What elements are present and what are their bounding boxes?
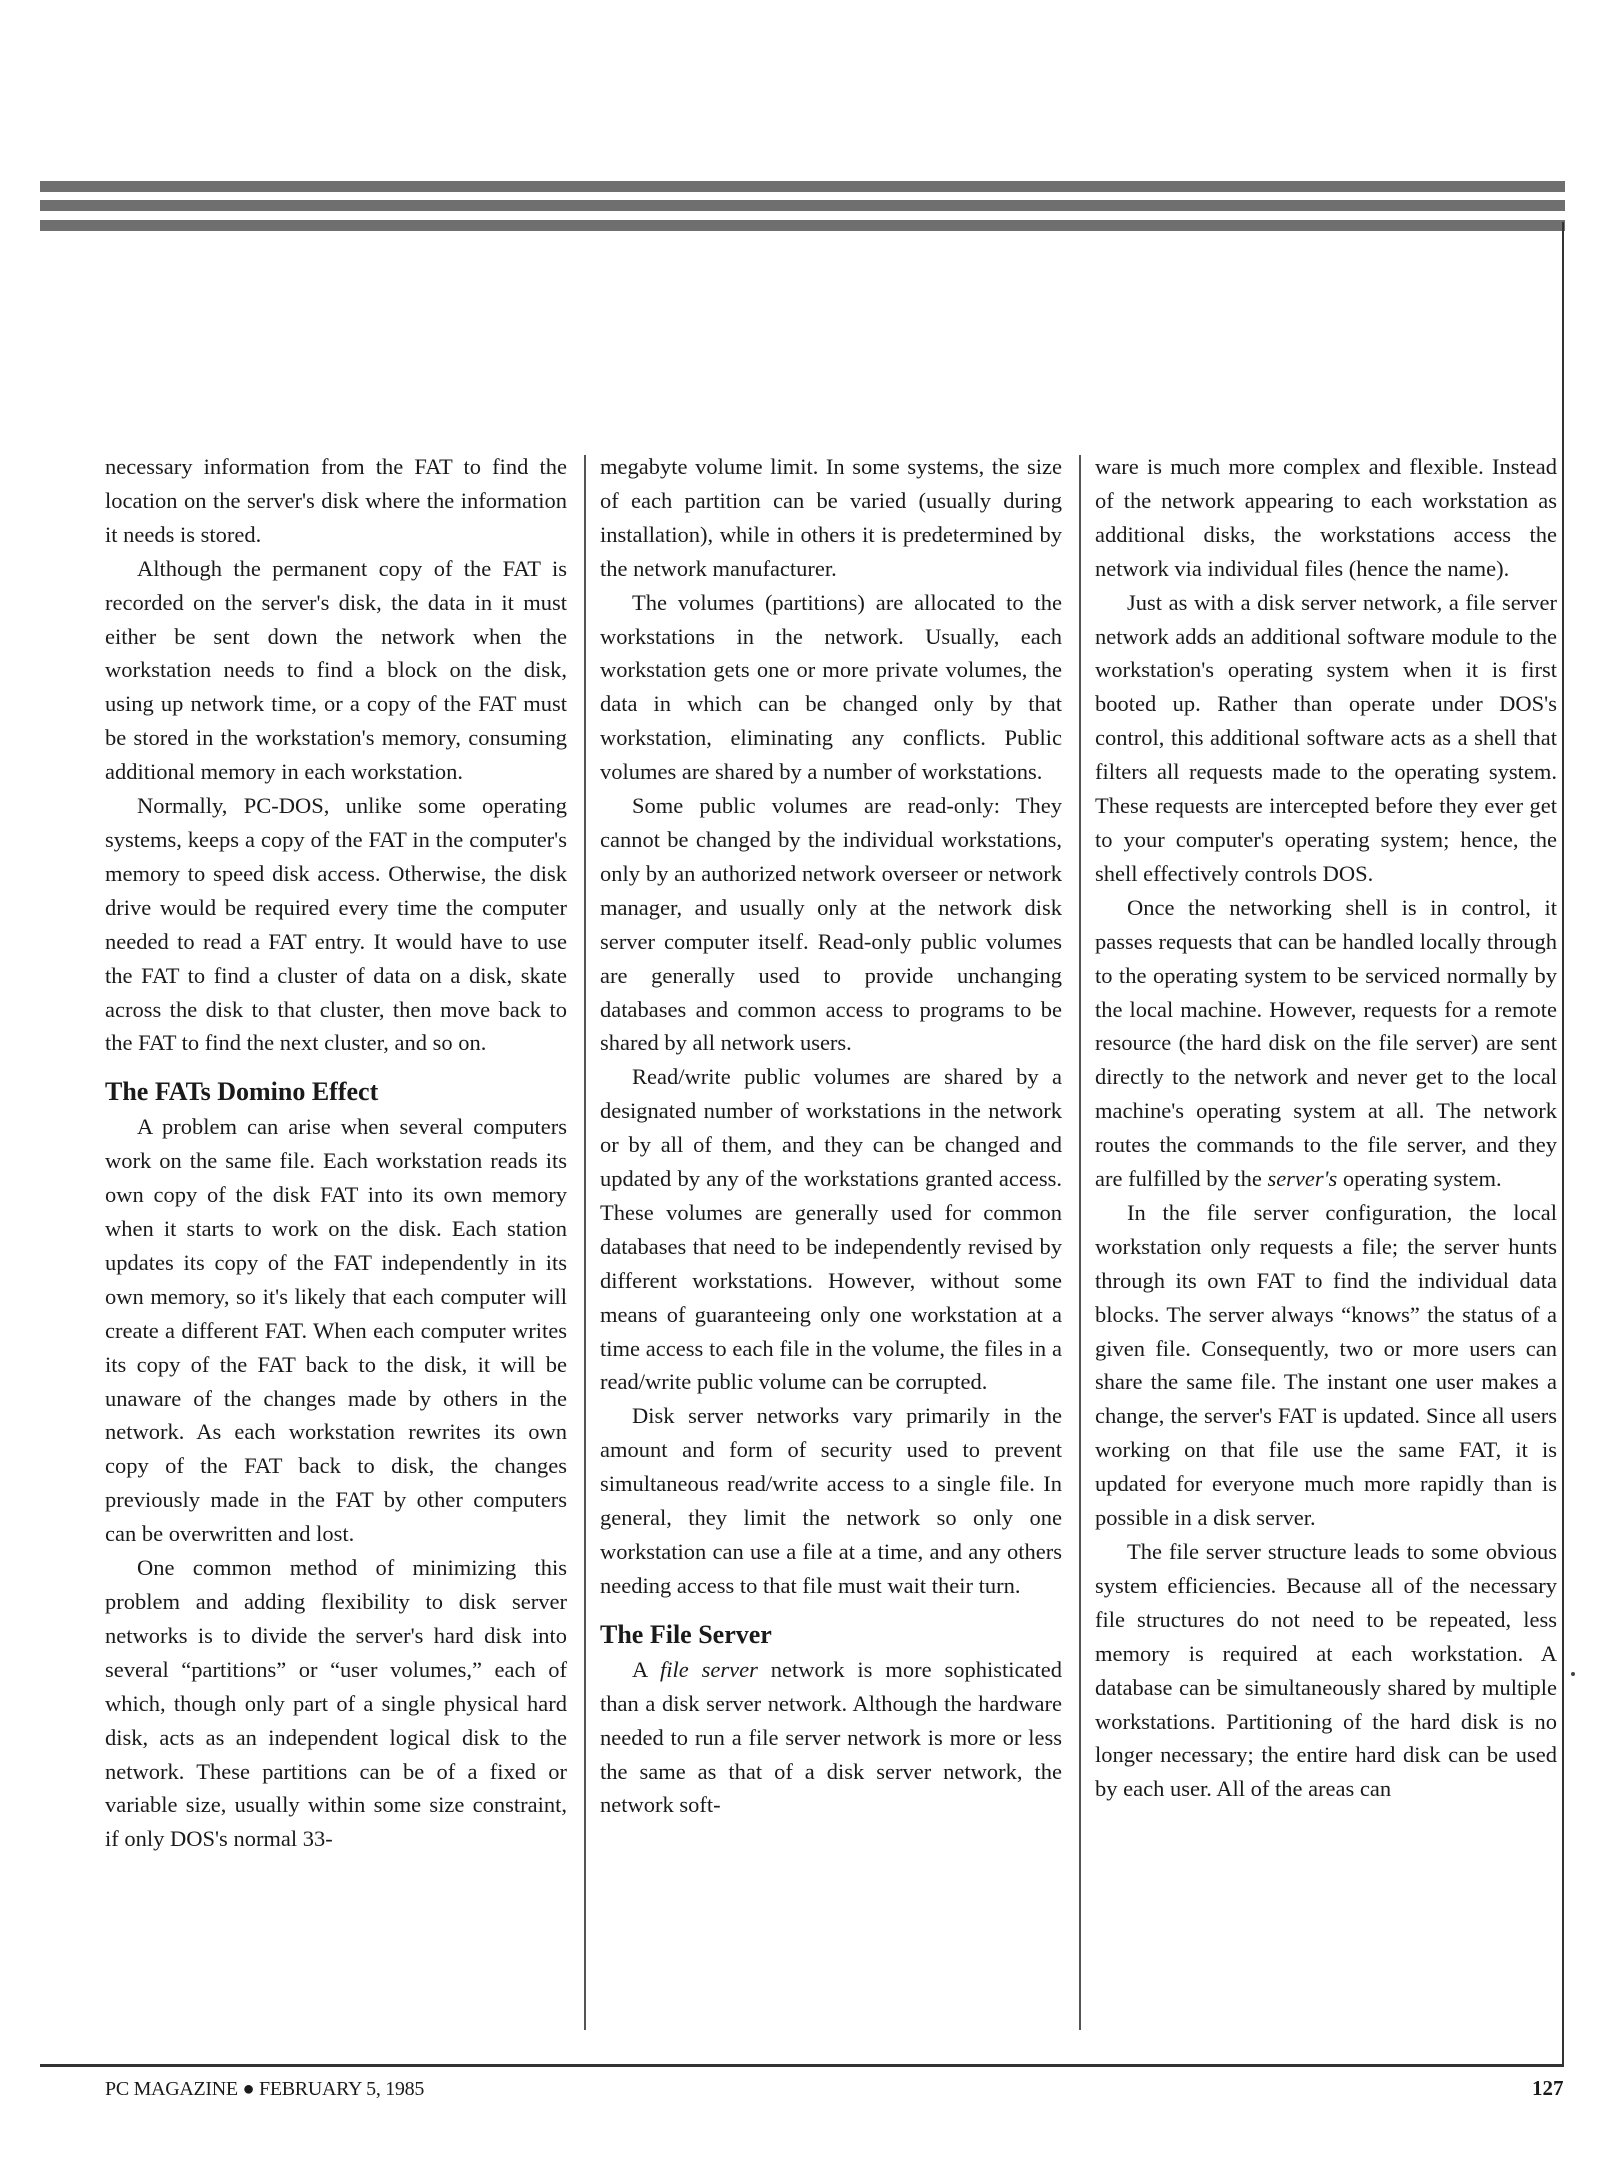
paragraph (1095, 1196, 1557, 1535)
text-run: network is more sophisticated than a disk server network. Although the hardware needed to run a file server network is more or less the same as that of a disk server network, the network soft- (600, 1656, 1062, 1818)
paragraph (1095, 450, 1557, 586)
text-run: Some public volumes are read-only: They cannot be changed by the individual workstations, only by an authorized network overseer or network manager, and usually only at the network disk server computer itself. Read-only public volumes are generally used to provide unchanging databases and common access to programs to be shared by all network users. (600, 793, 1062, 1056)
paragraph (600, 789, 1062, 1060)
column-divider (584, 455, 586, 2030)
paragraph (105, 789, 567, 1060)
italic-text: file server (659, 1656, 758, 1682)
paragraph (600, 586, 1062, 789)
text-run: operating system. (1337, 1166, 1502, 1192)
footer-publication: PC MAGAZINE ● FEBRUARY 5, 1985 (105, 2078, 425, 2100)
text-run: Just as with a disk server network, a file server network adds an additional software module to the workstation's operating system when it is first booted up. Rather than operate under DOS's control, this additional software acts as a shell that filters all requests made to the operating system. These requests are intercepted before they ever get to your computer's operating system; hence, the shell effectively controls DOS. (1095, 589, 1557, 886)
text-run: One common method of minimizing this problem and adding flexibility to disk server networks is to divide the server's hard disk into several “partitions” or “user volumes,” each of which, though only part of a single physical hard disk, acts as an independent logical disk to the network. These partitions can be of a fixed or variable size, usually within some size constraint, if only DOS's normal 33- (105, 1555, 567, 1852)
text-run: ware is much more complex and flexible. Instead of the network appearing to each workstation as additional disks, the workstations access the network via individual files (hence the name). (1095, 454, 1557, 581)
italic-text: server's (1267, 1166, 1338, 1192)
right-border-rule (1562, 222, 1564, 2067)
text-run: A (632, 1656, 660, 1682)
text-run: necessary information from the FAT to find the location on the server's disk where the information it needs is stored. (105, 454, 567, 547)
section-heading: The FATs Domino Effect (105, 1077, 379, 1107)
text-run: Normally, PC-DOS, unlike some operating systems, keeps a copy of the FAT in the computer's memory to speed disk access. Otherwise, the disk drive would be required every time the computer needed to read a FAT entry. It would have to use the FAT to find a cluster of data on a disk, skate across the disk to that cluster, then move back to the FAT to find the next cluster, and so on. (105, 793, 567, 1056)
text-run: megabyte volume limit. In some systems, the size of each partition can be varied (usually during installation), while in others it is predetermined by the network manufacturer. (600, 454, 1062, 581)
header-rule-2 (40, 200, 1565, 211)
text-run: Disk server networks vary primarily in the amount and form of security used to prevent simultaneous read/write access to a single file. In general, they limit the network so only one workstation can use a file at a time, and any others needing access to that file must wait their turn. (600, 1403, 1062, 1598)
article-column-1 (105, 450, 567, 1856)
text-run: A problem can arise when several computers work on the same file. Each workstation reads its own copy of the disk FAT into its own memory when it starts to work on the disk. Each station updates its copy of the FAT independently in its own memory, so it's likely that each computer will create a different FAT. When each computer writes its copy of the FAT back to the disk, it will be unaware of the changes made by others in the network. As each workstation rewrites its own copy of the FAT back to disk, the changes previously made in the FAT by other computers can be overwritten and lost. (105, 1114, 567, 1547)
page-number: 127 (1532, 2076, 1564, 2100)
paragraph (105, 1551, 567, 1856)
text-run: The volumes (partitions) are allocated to the workstations in the network. Usually, each workstation gets one or more private volumes, the data in which can be changed only by that workstation, eliminating any conflicts. Public volumes are shared by a number of workstations. (600, 589, 1062, 785)
paragraph (105, 450, 567, 552)
article-column-2 (600, 450, 1062, 1822)
paragraph (600, 450, 1062, 586)
paragraph (600, 1653, 1062, 1823)
footer-rule (40, 2064, 1564, 2067)
section-heading: The File Server (600, 1619, 772, 1649)
paragraph (105, 1110, 567, 1551)
column-divider (1079, 455, 1081, 2030)
paragraph (1095, 891, 1557, 1196)
paragraph (600, 1060, 1062, 1399)
paragraph (600, 1399, 1062, 1602)
text-run: Once the networking shell is in control, it passes requests that can be handled locally through to the operating system to be serviced normally by the local machine. However, requests for a remote resource (the hard disk on the file server) are sent directly to the network and never get to the local machine's operating system at all. The network routes the commands to the file server, and they are fulfilled by the (1095, 894, 1557, 1192)
header-rule-3 (40, 220, 1565, 231)
text-run: In the file server configuration, the local workstation only requests a file; the server hunts through its own FAT to find the individual data blocks. The server always “knows” the status of a given file. Consequently, two or more users can share the same file. The instant one user makes a change, the server's FAT is updated. Since all users working on that file use the same FAT, it is updated for everyone much more rapidly than is possible in a disk server. (1095, 1199, 1557, 1531)
text-run: Read/write public volumes are shared by a designated number of workstations in the network or by all of them, and they can be changed and updated by any of the workstations granted access. These volumes are generally used for common databases that need to be independently revised by different workstations. However, without some means of guaranteeing only one workstation at a time access to each file in the volume, the files in a read/write public volume can be corrupted. (600, 1064, 1062, 1395)
article-column-3 (1095, 450, 1557, 1806)
scan-speck (1571, 1672, 1575, 1676)
header-rule-1 (40, 181, 1565, 192)
paragraph (1095, 586, 1557, 891)
paragraph (105, 552, 567, 789)
paragraph (1095, 1535, 1557, 1806)
text-run: The file server structure leads to some obvious system efficiencies. Because all of the necessary file structures do not need to be repeated, less memory is required at each workstation. A database can be simultaneously shared by multiple workstations. Partitioning of the hard disk is no longer necessary; the entire hard disk can be used by each user. All of the areas can (1095, 1539, 1557, 1802)
text-run: Although the permanent copy of the FAT is recorded on the server's disk, the data in it must either be sent down the network when the workstation needs to find a block on the disk, using up network time, or a copy of the FAT must be stored in the workstation's memory, consuming additional memory in each workstation. (105, 555, 567, 785)
